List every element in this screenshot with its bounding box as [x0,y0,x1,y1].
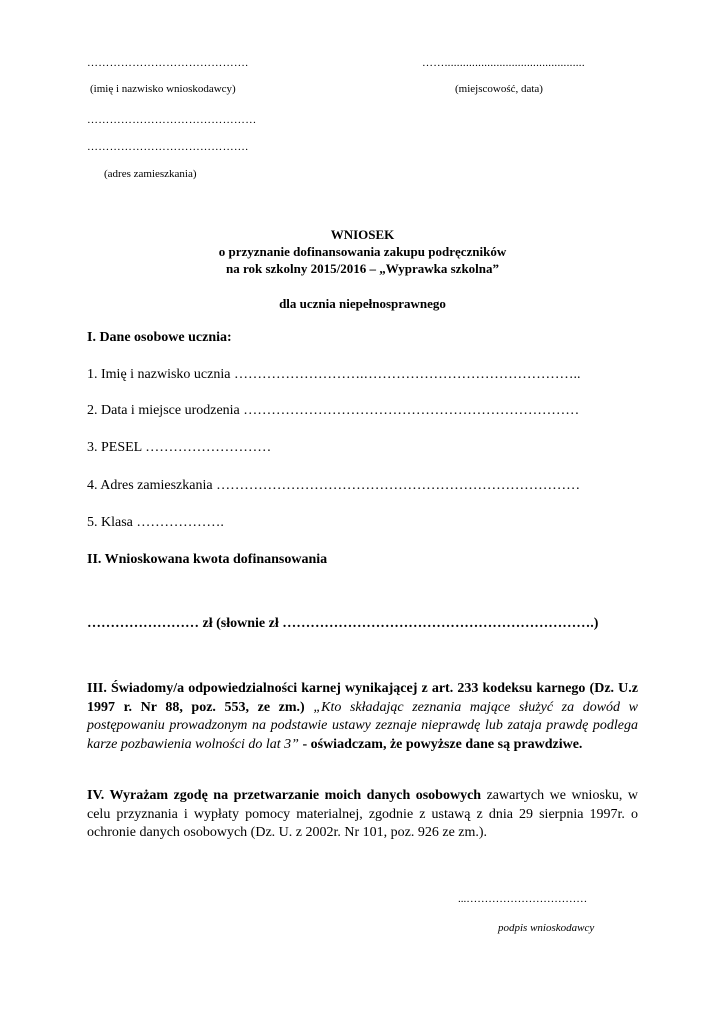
address-caption: (adres zamieszkania) [104,168,197,180]
applicant-name-dots: ……………………………………. [87,57,249,69]
address-line2-dots: ……………………………………. [87,141,249,153]
document-title-line2: o przyznanie dofinansowania zakupu podręczników [218,244,507,259]
field-pesel[interactable] [87,440,271,456]
document-title-line3: na rok szkolny 2015/2016 – „Wyprawka szkolna” [225,261,500,276]
section4-consent [87,787,638,843]
field-label: 5. Klasa [87,515,133,530]
field-label: 4. Adres zamieszkania [87,478,213,493]
section4-text: zawartych we wniosku, w celu przyznania i wypłaty pomocy materialnej, zgodnie z ustawą z dnia 29 sierpnia 1997r. o ochronie danych osobowych (Dz. U. z 2002r. Nr 101, poz. 926 ze zm.). [87,788,639,840]
section3-bold-intro: III. Świadomy/a odpowiedzialności karnej wynikającej z art. 233 kodeksu karnego (Dz. U.z 1997 r. Nr 88, poz. 553, ze zm.) [87,681,638,715]
document-subtitle: dla ucznia niepełnosprawnego [279,296,446,311]
signature-caption: podpis wnioskodawcy [498,922,595,934]
applicant-name-caption: (imię i nazwisko wnioskodawcy) [90,83,236,95]
field-label: 3. PESEL [87,440,142,455]
section3-statement [87,680,638,754]
place-date-caption: (miejscowość, data) [455,83,543,95]
field-label: 1. Imię i nazwisko ucznia [87,367,231,382]
amount-line[interactable]: …………………… zł (słownie zł ………………………………………………………….) [87,616,599,631]
field-student-name[interactable] [87,367,580,383]
field-dots: ……………………… [145,440,272,455]
field-dots: ……………………….……………………………………….. [233,367,581,382]
field-dots: ………………. [136,515,224,530]
section3-bold-outro: - oświadczam, że powyższe dane są prawdziwe. [302,736,583,752]
address-line1-dots: ……………………………………… [87,114,257,126]
field-address[interactable] [87,478,580,494]
section4-bold-intro: IV. Wyrażam zgodę na przetwarzanie moich danych osobowych [87,788,482,803]
field-dots: ……………………………………………………………… [243,403,580,418]
section3-quote: „Kto składając zeznania mające służyć za dowód w postępowaniu prowadzonym na podstawie ustawy zeznaje nieprawdę lub zataja prawdę podlega karze pozbawienia wolności do lat 3” [87,699,639,752]
section2-heading: II. Wnioskowana kwota dofinansowania [87,552,328,567]
document-title: WNIOSEK [330,227,395,242]
field-birth-date-place[interactable] [87,403,579,419]
place-date-dots: …….............................................. [422,57,585,69]
field-dots: …………………………………………………………………… [216,478,581,493]
field-label: 2. Data i miejsce urodzenia [87,403,240,418]
field-class[interactable] [87,515,224,531]
section1-heading: I. Dane osobowe ucznia: [87,330,232,345]
signature-dots[interactable]: ...…………………………… [458,893,588,905]
